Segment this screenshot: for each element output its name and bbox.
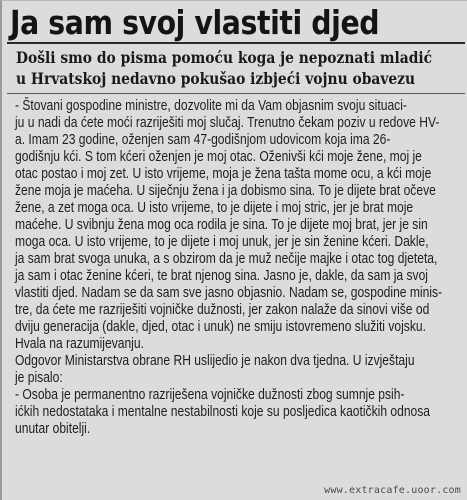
paragraph-response-intro: Odgovor Ministarstva obrane RH uslijedio je nakon dva tjedna. U izvještaju je pisalo: — [15, 353, 415, 386]
deck-rule — [7, 93, 465, 94]
headline-rule — [7, 42, 465, 44]
headline: Ja sam svoj vlastiti djed — [10, 3, 380, 42]
paragraph-response: - Osoba je permanentno razriješena vojničke dužnosti zbog sumnje psih- ićkih nedostataka i mentalne nestabilnosti koje su posljedica kaotičkih odnosa unutar obitelji. — [15, 387, 431, 437]
paragraph-thanks: Hvala na razumijevanju. — [15, 336, 144, 352]
paragraph-letter: - Štovani gospodine ministre, dozvolite mi da Vam objasnim svoju situaci- ju u nadi da ćete moći razriješiti moj slučaj. Trenutno čekam poziv u redove HV- a. Imam 23 godine, oženjen sam 47-godišnjom udovicom koja ima 26- godišnju kći. S tom kćeri oženjen je moj otac. Oženivši kći moje žene, moj je otac postao i moj zet. U isto vrijeme, moja je žena tašta mome ocu, a kći moje žene moja je maćeha. U siječnju žena i ja dobismo sina. To je dijete brat očeve žene, a zet moga oca. U isto vrijeme, to je dijete i moj stric, jer je brat moje maćehe. U svibnju žena mog oca rodila je sina. To je dijete moj brat, jer je sin moga oca. U isto vrijeme, to je dijete i moj unuk, jer je sin ženine kćeri. Dakle, ja sam brat svoga unuka, a s obzirom da je muž nečije majke i otac tog djeteta, ja sam i otac ženine kćeri, te brat njenog sina. Jasno je, dakle, da sam ja svoj vlastiti djed. Nadam se da sam sve jasno objasnio. Nadam se, gospodine minis- tre, da ćete me razriješiti vojničke dužnosti, jer zakon nalaže da sinovi više od dviju generacija (dakle, djed, otac i unuk) ne smiju istovremeno služiti vojsku. — [15, 98, 443, 335]
deck-subheadline: Došli smo do pisma pomoću koga je nepoznati mladić u Hrvatskoj nedavno pokušao izbjeći vojnu obavezu — [16, 48, 433, 88]
watermark: www.extracafe.uoor.com — [324, 485, 461, 496]
article-body — [15, 98, 463, 438]
